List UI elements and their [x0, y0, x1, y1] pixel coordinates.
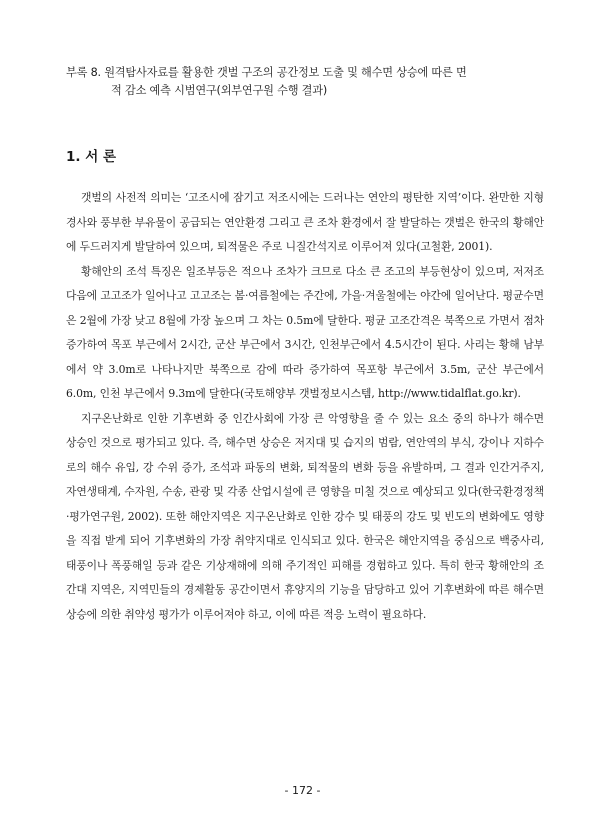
- page-number: - 172 -: [284, 784, 321, 797]
- body-text: [66, 186, 544, 627]
- appendix-header-line2: 적 감소 예측 시범연구(외부연구원 수행 결과): [111, 84, 328, 97]
- appendix-header: [66, 64, 536, 100]
- section-title: 1. 서 론: [66, 149, 117, 165]
- paragraph: 황해안의 조석 특징은 일조부등은 적으나 조차가 크므로 다소 큰 조고의 부등현상이 있으며, 저저조 다음에 고고조가 일어나고 고고조는 봄·여름철에는 주간에, 가을·겨울철에는 야간에 일어난다. 평균수면은 2월에 가장 낮고 8월에 가장 높으며 그 차는 0.5m에 달한다. 평균 고조간격은 북쪽으로 가면서 점차 증가하여 목포 부근에서 2시간, 군산 부근에서 3시간, 인천부근에서 4.5시간이 된다. 사리는 황해 남부에서 약 3.0m로 나타나지만 북쪽으로 감에 따라 증가하여 목포항 부근에서 3.5m, 군산 부근에서 6.0m, 인천 부근에서 9.3m에 달한다(국토해양부 갯벌정보시스템, http://www.tidalflat.go.kr).: [66, 264, 544, 400]
- paragraph: 갯벌의 사전적 의미는 ‘고조시에 잠기고 저조시에는 드러나는 연안의 평탄한 지역’이다. 완만한 지형경사와 풍부한 부유물이 공급되는 연안환경 그리고 큰 조차 환경에서 잘 발달하는 갯벌은 한국의 황해안에 두드러지게 발달하여 있으며, 퇴적물은 주로 니질간석지로 이루어져 있다(고철환, 2001).: [66, 191, 544, 253]
- paragraph: 지구온난화로 인한 기후변화 중 인간사회에 가장 큰 악영향을 줄 수 있는 요소 중의 하나가 해수면 상승인 것으로 평가되고 있다. 즉, 해수면 상승은 저지대 및 습지의 범람, 연안역의 부식, 강이나 지하수로의 해수 유입, 강 수위 증가, 조석과 파동의 변화, 퇴적물의 변화 등을 유발하며, 그 결과 인간거주지, 자연생태계, 수자원, 수송, 관광 및 각종 산업시설에 큰 영향을 미칠 것으로 예상되고 있다(한국환경정책·평가연구원, 2002). 또한 해안지역은 지구온난화로 인한 강수 및 태풍의 강도 및 빈도의 변화에도 영향을 직접 받게 되어 기후변화의 가장 취약지대로 인식되고 있다. 한국은 해안지역을 중심으로 백중사리, 태풍이나 폭풍해일 등과 같은 기상재해에 의해 주기적인 피해를 경험하고 있다. 특히 한국 황해안의 조간대 지역은, 지역민들의 경제활동 공간이면서 휴양지의 기능을 담당하고 있어 기후변화에 따른 해수면 상승에 의한 취약성 평가가 이루어져야 하고, 이에 따른 적응 노력이 필요하다.: [66, 411, 544, 621]
- appendix-header-line1: 부록 8. 원격탐사자료를 활용한 갯벌 구조의 공간정보 도출 및 해수면 상승에 따른 면: [66, 66, 467, 79]
